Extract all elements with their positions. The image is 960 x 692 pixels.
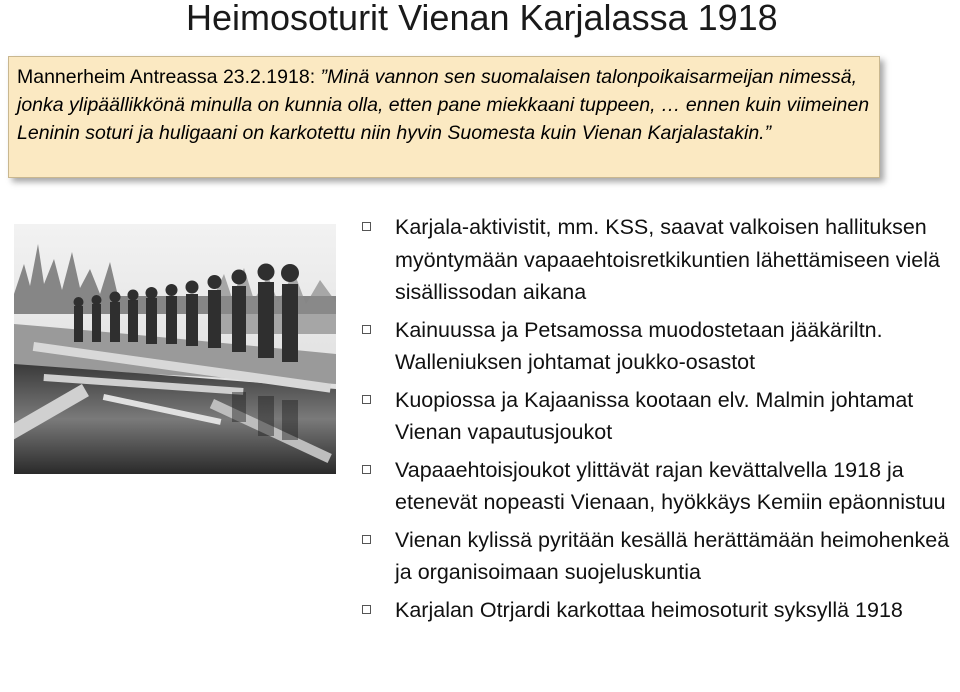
bullet-text: Vapaaehtoisjoukot ylittävät rajan kevättalvella 1918 ja etenevät nopeasti Vienaan, hyökkäys Kemiin epäonnistuu bbox=[395, 457, 946, 514]
square-bullet-icon bbox=[362, 535, 371, 544]
list-item bbox=[356, 314, 960, 379]
historical-photo bbox=[14, 224, 336, 474]
square-bullet-icon bbox=[362, 325, 371, 334]
bullet-text: Vienan kylissä pyritään kesällä herättämään heimohenkeä ja organisoimaan suojeluskuntia bbox=[395, 527, 950, 584]
list-item bbox=[356, 384, 960, 449]
list-item bbox=[356, 211, 960, 309]
list-item bbox=[356, 594, 960, 627]
bullet-text: Kuopiossa ja Kajaanissa kootaan elv. Malmin johtamat Vienan vapautusjoukot bbox=[395, 387, 914, 444]
quote-box bbox=[8, 56, 880, 178]
square-bullet-icon bbox=[362, 465, 371, 474]
photo-image bbox=[14, 224, 336, 474]
slide-title: Heimosoturit Vienan Karjalassa 1918 bbox=[186, 0, 778, 38]
list-item bbox=[356, 524, 960, 589]
bullet-text: Karjala-aktivistit, mm. KSS, saavat valkoisen hallituksen myöntymään vapaaehtoisretkikuntien lähettämiseen vielä sisällissodan aikana bbox=[395, 215, 940, 304]
square-bullet-icon bbox=[362, 605, 371, 614]
square-bullet-icon bbox=[362, 222, 371, 231]
bullet-text: Kainuussa ja Petsamossa muodostetaan jääkäriltn. Walleniuksen johtamat joukko-osastot bbox=[395, 317, 883, 374]
list-item bbox=[356, 454, 960, 519]
quote-attribution: Mannerheim Antreassa 23.2.1918: bbox=[17, 66, 321, 88]
bullet-text: Karjalan Otrjardi karkottaa heimosoturit syksyllä 1918 bbox=[395, 597, 903, 622]
bullet-list bbox=[356, 211, 960, 631]
square-bullet-icon bbox=[362, 395, 371, 404]
quote-text: ”Minä vannon sen suomalaisen talonpoikaisarmeijan nimessä, jonka ylipäällikkönä minulla on kunnia olla, etten pane miekkaani tuppeen, … ennen kuin viimeinen Leninin soturi ja huligaani on karkotettu niin hyvin Suomesta kuin Vienan Karjalastakin.” bbox=[17, 66, 870, 144]
